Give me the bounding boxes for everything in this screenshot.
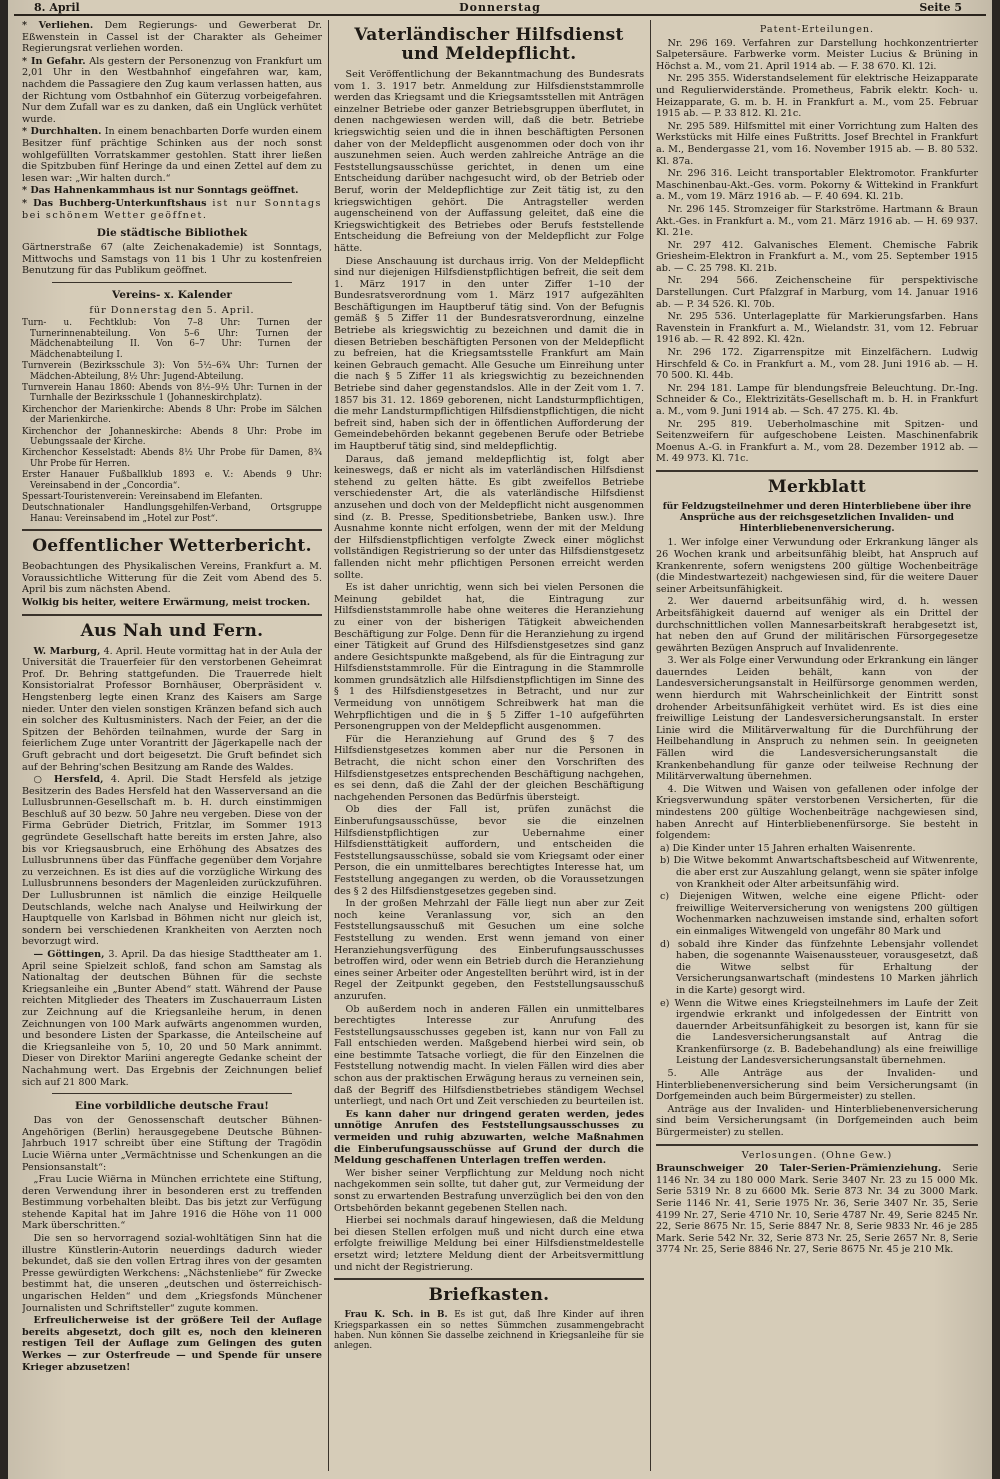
patent-entry: Nr. 296 169. Verfahren zur Darstellung hochkonzentrierter Salpetersäure. Farbwerke vorm. Meister Lucius & Brüning in Höchst a. M., vom 21. April 1914 ab. — F. 38 670. Kl. 12i. [656, 37, 978, 72]
column-right [656, 20, 978, 1475]
merkblatt-heading: Merkblatt [767, 476, 867, 497]
patent-entry: Nr. 296 316. Leicht transportabler Elektromotor. Frankfurter Maschinenbau-Akt.-Ges. vorm. Pokorny & Wittekind in Frankfurt a. M., vom 19. März 1916 ab. — F. 40 694. Kl. 21b. [656, 168, 978, 203]
letterbox-heading: Briefkasten. [428, 1285, 550, 1306]
article-paragraph: In der großen Mehrzahl der Fälle liegt nun aber zur Zeit noch keine Veranlassung vor, sich an den Feststellungsausschuß mit Gesuchen um eine solche Feststellung zu wenden. Erst wenn jemand von einer Heranziehungsverfügung des Einberufungsausschusses betroffen wird, oder wenn ein Betrieb durch die Heranziehung eines seiner Arbeiter oder Angestellten berührt wird, ist in der Regel der Zeitpunkt gegeben, den Feststellungsausschuß anzurufen. [334, 898, 644, 1002]
column-rule [328, 20, 329, 1471]
calendar-entry: Kirchenchor Kesselstadt: Abends 8½ Uhr Probe für Damen, 8¾ Uhr Probe für Herren. [22, 448, 322, 469]
patent-entry: Nr. 296 145. Stromzeiger für Starkströme. Hartmann & Braun Akt.-Ges. in Frankfurt a. M., vom 21. März 1916 ab. — H. 69 937. Kl. 21e. [656, 203, 978, 239]
merkblatt-paragraph: 5. Alle Anträge aus der Invaliden- und Hinterbliebenenversicherung sind beim Versicherungsamt (in Dorfgemeinden auch beim Bürgermeister) zu stellen. [656, 1068, 978, 1103]
article-paragraph: Diese Anschauung ist durchaus irrig. Von der Meldepflicht sind nur diejenigen Hilfsdienstpflichtigen befreit, die seit dem 1. März 1917 in den unter Ziffer 1–10 der Bundesratsverordnung vom 1. März 1917 aufgezählten Beschäftigungen im Hauptberuf tätig sind. Von der Befugnis gemäß § 5 Ziffer 11 der Bundesratsverordnung, einzelne Betriebe als kriegswichtig zu bezeichnen und damit die in diesen Betrieben beschäftigten Personen von der Meldepflicht zu befreien, hat die Kriegsamtsstelle Frankfurt am Main keinen Gebrauch gemacht. Alle Gesuche um Einreihung unter die nach § 5 Ziffer 11 als kriegswichtig zu bezeichnenden Betriebe sind daher gegenstandslos. Alle in der Zeit vom 1. 7. 1857 bis 31. 12. 1869 geborenen, nicht Landsturmpflichtigen, die mehr Landsturmpflichtigen Hilfsdienstpflichtigen, die nicht befreit sind, haben sich der in öffentlichen Aufforderung der Gemeindebehörden bekannt gegebenen Berufe oder Betriebe im Hauptberuf tätig sind, sind meldepflichtig. [334, 255, 644, 452]
merkblatt-subtitle: für Feldzugsteilnehmer und deren Hinterbliebene über ihre Ansprüche aus der reichsgesetzlichen Invaliden- und Hinterbliebenenversicherung. [662, 500, 972, 534]
article-paragraph: Es ist daher unrichtig, wenn sich bei vielen Personen die Meinung gebildet hat, die Eintragung zur Hilfsdienststammrolle habe ohne weiteres die Heranziehung zu einer von der bisherigen Tätigkeit abweichenden Beschäftigung zur Folge. Denn für die Heranziehung zu irgend einer Tätigkeit auf Grund des Hilfsdienstgesetzes sind ganz andere Gesichtspunkte maßgebend, als für die Eintragung zur Hilfsdienststammrolle. Für die Eintragung in die Stammrolle kommen grundsätzlich alle Hilfsdienstpflichtigen im Sinne des § 1 des Hilfsdienstgesetzes in Betracht, und nur zur Vermeidung von unnötigem Schreibwerk hat man die Wehrpflichtigen und die in § 5 Ziffer 1–10 aufgeführten Personengruppen von der Meldepflicht ausgenommen. [334, 582, 644, 733]
news-heading: Aus Nah und Fern. [80, 620, 264, 641]
issue-date: 8. April [34, 1, 80, 14]
divider [656, 1144, 978, 1146]
patent-entry: Nr. 295 355. Widerstandselement für elektrische Heizapparate und Regulierwiderstände. Prometheus, Fabrik elektr. Koch- u. Heizapparate, G. m. b. H. in Frankfurt a. M., vom 25. Februar 1915 ab. — P. 33 812. Kl. 21c. [656, 73, 978, 120]
patent-entry: Nr. 297 412. Galvanisches Element. Chemische Fabrik Griesheim-Elektron in Frankfurt a. M., vom 25. September 1915 ab. — C. 25 798. Kl. 21b. [656, 239, 978, 274]
newspaper-page [8, 0, 992, 1479]
patent-entry: Nr. 294 181. Lampe für blendungsfreie Beleuchtung. Dr.-Ing. Schneider & Co., Elektrizitäts-Gesellschaft m. b. H. in Frankfurt a. M., vom 9. Juni 1914 ab. — Sch. 47 275. Kl. 4b. [656, 382, 978, 417]
notice-text: ist nur Sonntags bei schönem Wetter geöffnet. [22, 197, 322, 221]
article-paragraph: Wer bisher seiner Verpflichtung zur Meldung noch nicht nachgekommen sein sollte, tut daher gut, zur Vermeidung der sonst zu erwartenden Bestrafung unverzüglich bei den von den Ortsbehörden bekannt gegebenen Stellen nach. [334, 1167, 644, 1214]
weather-heading: Oeffentlicher Wetterbericht. [32, 536, 312, 557]
letterbox-recipient: Frau K. Sch. in B. [344, 1310, 448, 1321]
calendar-entry: Deutschnationaler Handlungsgehilfen-Verband, Ortsgruppe Hanau: Vereinsabend im „Hotel zur Post“. [22, 503, 322, 524]
news-item [22, 949, 322, 1088]
article-paragraph: Daraus, daß jemand meldepflichtig ist, folgt aber keineswegs, daß er nicht als im vaterländischen Hilfsdienst stehend zu gelten hätte. Es gibt zweifellos Betriebe verschiedenster Art, die als vaterländische Hilfsdienst anzusehen und doch von der Meldepflicht nicht ausgenommen sind (z. B. Presse, Speditionsbetriebe, Banken usw.). Ihre Ausnahme konnte nicht erfolgen, wenn der mit der Meldung der Hilfsdienstpflichtigen verfolgte Zweck einer möglichst vollständigen Registrierung so der unter das Hilfsdienstgesetz fallenden nicht mehr pflichtigen Personen erreicht werden sollte. [334, 453, 644, 581]
lottery-text [656, 1163, 978, 1256]
divider [52, 282, 292, 283]
lottery-results: Serie 1146 Nr. 34 zu 180 000 Mark. Serie 3407 Nr. 23 zu 15 000 Mk. Serie 5319 Nr. 8 zu 6600 Mk. Serie 873 Nr. 34 zu 3000 Mark. Serie 1146 Nr. 41, Serie 1975 Nr. 36, Serie 3407 Nr. 35, Serie 4199 Nr. 27, Serie 4710 Nr. 10, Serie 4787 Nr. 49, Serie 8245 Nr. 22, Serie 8675 Nr. 15, Serie 8847 Nr. 8, Serie 9833 Nr. 46 je 285 Mark. Serie 542 Nr. 32, Serie 873 Nr. 25, Serie 2657 Nr. 8, Serie 3774 Nr. 25, Serie 8846 Nr. 27, Serie 8675 Nr. 45 je 210 Mk. [656, 1163, 978, 1256]
notice-text: Als gestern der Personenzug von Frankfurt um 2,01 Uhr in den Westbahnhof eingefahren war, kam, nachdem die Passagiere den Zug kaum verlassen hatten, aus der Richtung vom Ostbahnhof ein Güterzug vorbeigefahren. Nur dem Zufall war es zu danken, daß ein Unglück verhütet wurde. [22, 55, 322, 125]
calendar-list [22, 318, 322, 524]
news-item [22, 646, 322, 774]
merkblatt-list-item: b) Die Witwe bekommt Anwartschaftsbescheid auf Witwenrente, die aber erst zur Auszahlung gelangt, wenn sie später infolge von Krankheit oder Alter arbeitsunfähig wird. [660, 855, 978, 890]
notice-text: Dem Regierungs- und Gewerberat Dr. Eßwenstein in Cassel ist der Charakter als Geheimer Regierungsrat verliehen worden. [22, 20, 322, 55]
notice-lead: * Verliehen. [22, 20, 94, 31]
library-text: Gärtnerstraße 67 (alte Zeichenakademie) ist Sonntags, Mittwochs und Samstags von 11 bis 1 Uhr zu kostenfreien Benutzung für das Publikum geöffnet. [22, 242, 322, 277]
calendar-entry: Turnverein Hanau 1860: Abends von 8½–9½ Uhr: Turnen in der Turnhalle der Bezirksschule 1 (Johanneskirchplatz). [22, 382, 322, 404]
notice [22, 20, 322, 55]
frau-heading: Eine vorbildliche deutsche Frau! [75, 1100, 269, 1113]
article-paragraph: Seit Veröffentlichung der Bekanntmachung des Bundesrats vom 1. 3. 1917 betr. Anmeldung zur Hilfsdienststammrolle werden das Kriegsamt und die Kriegsamtsstellen mit Anträgen einzelner Betriebe oder ganzer Betriebsgruppen überflutet, in denen nachgewiesen werden will, daß die betr. Betriebe kriegswichtig seien und die in ihnen beschäftigten Personen daher von der Meldepflicht ausgenommen oder doch von ihr auszunehmen seien. Auch werden zahlreiche Anträge an die Feststellungsausschüsse gerichtet, in denen um eine Entscheidung darüber nachgesucht wird, ob der Betrieb oder Beruf, worin der Meldepflichtige zur Zeit tätig ist, zu den kriegswichtigen gehört. Die Antragsteller werden augenscheinend von der Auffassung geleitet, daß eine die Kriegswichtigkeit des Betriebes oder Berufs feststellende Entscheidung die Befreiung von der Meldepflicht zur Folge hätte. [334, 69, 644, 254]
calendar-entry: Erster Hanauer Fußballklub 1893 e. V.: Abends 9 Uhr: Vereinsabend in der „Concordia“. [22, 470, 322, 491]
patent-entry: Nr. 295 589. Hilfsmittel mit einer Vorrichtung zum Halten des Werkstücks mit Hilfe eines Fußtritts. Josef Brechtel in Frankfurt a. M., Bendergasse 21, vom 16. November 1915 ab. — B. 80 532. Kl. 87a. [656, 120, 978, 167]
calendar-entry: Kirchenchor der Johanneskirche: Abends 8 Uhr: Probe im Uebungssaale der Kirche. [22, 426, 322, 447]
merkblatt-paragraph: 4. Die Witwen und Waisen von gefallenen oder infolge der Kriegsverwundung später verstorbenen Versicherten, für die mindestens 200 gültige Wochenbeiträge nachgewiesen sind, haben Anrecht auf Hinterbliebenenfürsorge. Sie besteht in folgendem: [656, 783, 978, 842]
news-lead: ○ Hersfeld, [33, 774, 104, 786]
article-paragraph: Ob dies der Fall ist, prüfen zunächst die Einberufungsausschüsse, bevor sie die einzelnen Hilfsdienstpflichtigen zur Uebernahme einer Hilfsdiensttätigkeit auffordern, und entscheiden die Feststellungsausschüsse, sobald sie vom Kriegsamt oder einer Person, die ein unmittelbares berechtigtes Interesse hat, um Feststellung angegangen zu werden, ob die Voraussetzungen des § 2 des Hilfsdienstgesetzes gegeben sind. [334, 804, 644, 897]
calendar-entry: Turnverein (Bezirksschule 3): Von 5½–6¾ Uhr: Turnen der Mädchen-Abteilung, 8½ Uhr: Jugend-Abteilung. [22, 361, 322, 382]
notice [22, 198, 322, 221]
merkblatt-paragraph: Anträge aus der Invaliden- und Hinterbliebenenversicherung sind beim Versicherungsamt (in Dorfgemeinden auch beim Bürgermeister) zu stellen. [656, 1103, 978, 1139]
weekday: Donnerstag [459, 1, 541, 14]
column-middle [334, 20, 644, 1475]
notice [22, 56, 322, 126]
notice-lead: * Durchhalten. [22, 126, 102, 138]
column-left [22, 20, 322, 1475]
divider [334, 1278, 644, 1280]
library-heading: Die städtische Bibliothek [96, 227, 248, 240]
news-text: 4. April. Die Stadt Hersfeld als jetzige Besitzerin des Bades Hersfeld hat den Wasserversand an die Lullusbrunnen-Gesellschaft m. b. H. durch einstimmigen Beschluß auf 30 bezw. 50 Jahre neu vergeben. Diese von der Firma Gebrüder Dietrich, Fritzlar, im Sommer 1913 gegründete Gesellschaft hatte bereits im ersten Jahre, also bis vor Kriegsausbruch, eine Erhöhung des Absatzes des Lullusbrunnens über das Fünffache gegenüber dem Vorjahre zu verzeichnen. Es ist dies auf die vorzügliche Wirkung des Lullusbrunnens besonders der Magenleiden zurückzuführen. Der Lullusbrunnen ist nämlich die einzige Heilquelle Deutschlands, welche nach Analyse und Heilwirkung der Hauptquelle von Karlsbad in Böhmen nicht nur gleich ist, sondern bei verschiedenen Krankheiten von Aerzten noch bevorzugt wird. [22, 774, 322, 948]
local-notices [22, 20, 322, 221]
article-paragraph: Es kann daher nur dringend geraten werden, jedes unnötige Anrufen des Feststellungsausschusses zu vermeiden und ruhig abzuwarten, welche Maßnahmen die Einberufungsausschüsse auf Grund der durch die Meldung geschaffenen Unterlagen treffen werden. [334, 1108, 644, 1167]
notice [22, 185, 322, 197]
merkblatt-list-item: e) Wenn die Witwe eines Kriegsteilnehmers im Laufe der Zeit irgendwie erkrankt und infolgedessen der Eintritt von dauernder Arbeitsunfähigkeit zu besorgen ist, kann für sie die Landesversicherungsanstalt auf Antrag die Krankenfürsorge (z. B. Badebehandlung) als eine freiwillige Leistung der Landesversicherungsanstalt übernehmen. [660, 997, 978, 1067]
notice-lead: * Das Buchberg-Unterkunftshaus [22, 197, 207, 209]
calendar-entry: Kirchenchor der Marienkirche: Abends 8 Uhr: Probe im Sälchen der Marienkirche. [22, 404, 322, 426]
notice-lead: * Das Hahnenkammhaus ist nur Sonntags geöffnet. [22, 185, 299, 197]
merkblatt-paragraph: 1. Wer infolge einer Verwundung oder Erkrankung länger als 26 Wochen krank und arbeitsunfähig bleibt, hat Anspruch auf Krankenrente, sofern wenigstens 200 gültige Wochenbeiträge (die Mindestwartezeit) nachgewiesen sind, für die weitere Dauer seiner Arbeitsunfähigkeit. [656, 537, 978, 595]
weather-text: Beobachtungen des Physikalischen Vereins, Frankfurt a. M. Voraussichtliche Witterung für die Zeit vom Abend des 5. April bis zum nächsten Abend. [22, 561, 322, 596]
calendar-date: für Donnerstag den 5. April. [89, 304, 255, 316]
news-lead: W. Marburg, [33, 645, 101, 657]
merkblatt-list-item: d) sobald ihre Kinder das fünfzehnte Lebensjahr vollendet haben, die sogenannte Waisenaussteuer, vorausgesetzt, daß die Witwe selbst für Erhaltung der Versicherungsanwartschaft (mindestens 10 Marken jährlich in die Karte) gesorgt wird. [660, 938, 978, 996]
merkblatt-paragraph: 2. Wer dauernd arbeitsunfähig wird, d. h. wessen Arbeitsfähigkeit dauernd auf weniger als ein Drittel der durchschnittlichen vollen Mannesarbeitskraft herabgesetzt ist, hat neben den auf Grund der militärischen Fürsorgegesetze gewährten Bezügen Anspruch auf Invalidenrente. [656, 596, 978, 654]
patent-entry: Nr. 295 819. Ueberholmaschine mit Spitzen- und Seitenzweifern für aufgeschobene Leisten. Maschinenfabrik Moenus A.-G. in Frankfurt a. M., vom 28. Dezember 1912 ab. — M. 49 973. Kl. 71c. [656, 418, 978, 465]
frau-paragraph: Die sen so hervorragend sozial-wohltätigen Sinn hat die illustre Künstlerin-Autorin neuerdings dadurch wieder bekundet, daß sie den vollen Ertrag ihres von der gesamten Presse gewürdigten Werkchens: „Nächstenliebe“ für Zwecke bestimmt hat, die unseren „deutschen und österreichisch-ungarischen Helden“ und dem „Kriegsfonds Münchener Journalisten und Schriftsteller“ zugute kommen. [22, 1233, 322, 1314]
news-item [22, 774, 322, 948]
weather-forecast: Wolkig bis heiter, weitere Erwärmung, meist trocken. [22, 596, 311, 608]
divider [22, 529, 322, 531]
patent-heading: Patent-Erteilungen. [759, 24, 875, 35]
patent-entry: Nr. 294 566. Zeichenscheine für perspektivische Darstellungen. Curt Pfalzgraf in Marburg, vom 14. Januar 1916 ab. — P. 34 526. Kl. 70b. [656, 275, 978, 310]
article-paragraph: Hierbei sei nochmals darauf hingewiesen, daß die Meldung bei diesen Stellen erfolgen muß und nicht durch eine etwa erfolgte freiwillige Meldung bei einer Hilfsdienstmeldestelle ersetzt wird; letztere Meldung dient der Arbeitsvermittlung und nicht der Registrierung. [334, 1215, 644, 1273]
article-heading: Vaterländischer Hilfsdienst und Meldepflicht. [354, 25, 624, 64]
frau-paragraph: „Frau Lucie Wiërna in München errichtete eine Stiftung, deren Verwendung ihrer in besonderen erst zu treffenden Bestimmung vorbehalten bleibt. Das bis jetzt zur Verfügung stehende Kapital hat im Jahre 1916 die Höhe von 11 000 Mark überschritten.“ [22, 1174, 322, 1232]
masthead [14, 0, 986, 16]
news-text: 3. April. Da das hiesige Stadttheater am 1. April seine Spielzeit schloß, fand schon am Samstag als Nationaltag der deutschen Bühnen für die sechste Kriegsanleihe ein „Bunter Abend“ statt. Während der Pause reichten Mitglieder des Theaters im Zuschauerraum Listen zur Zeichnung auf die Kriegsanleihe herum, in denen Zeichnungen von 100 Mark aufwärts angenommen wurden, und besondere Listen der Sparkasse, die Anteilscheine auf die Kriegsanleihe von 5, 10, 20 und 50 Mark annimmt. Dieser von Direktor Mariini angeregte Gedanke scheint der Nachahmung wert. Das Ergebnis der Zeichnungen belief sich auf 21 800 Mark. [22, 949, 322, 1088]
article-paragraph: Ob außerdem noch in anderen Fällen ein unmittelbares berechtigtes Interesse zur Anrufung des Feststellungsausschusses gegeben ist, kann nur von Fall zu Fall entschieden werden. Maßgebend hierbei wird sein, ob eine bestimmte Tatsache vorliegt, die für den Einzelnen die Feststellung notwendig macht. In vielen Fällen wird dies aber schon aus der praktischen Erwägung heraus zu verneinen sein, daß der Begriff des Hilfsdienstbetriebes ständigem Wechsel unterliegt, und nach Ort und Zeit verschieden zu beurteilen ist. [334, 1003, 644, 1108]
page-number: Seite 5 [919, 1, 962, 14]
merkblatt-list-item: a) Die Kinder unter 15 Jahren erhalten Waisenrente. [660, 842, 916, 854]
column-rule [650, 20, 651, 1471]
notice [22, 126, 322, 184]
merkblatt-paragraph: 3. Wer als Folge einer Verwundung oder Erkrankung ein länger dauerndes Leiden behält, kann von der Landesversicherungsanstalt in Heilfürsorge genommen werden, wenn hierdurch mit Wahrscheinlichkeit der Eintritt sonst drohender Arbeitsunfähigkeit verhütet wird. Es ist dies eine freiwillige Leistung der Landesversicherungsanstalt. In erster Linie wird die Militärverwaltung für die Durchführung der Heilbehandlung in Anspruch zu nehmen sein. In geeigneten Fällen wird die Landesversicherungsanstalt die Krankenbehandlung für ganze oder teilweise Rechnung der Militärverwaltung übernehmen. [656, 655, 978, 783]
calendar-entry: Spessart-Touristenverein: Vereinsabend im Elefanten. [22, 491, 263, 502]
divider [656, 470, 978, 472]
divider [22, 614, 322, 616]
frau-paragraph: Das von der Genossenschaft deutscher Bühnen-Angehörigen (Berlin) herausgegebene Deutsche Bühnen-Jahrbuch 1917 schreibt über eine Stiftung der Tragödin Lucie Wiërna unter „Vermächtnisse und Schenkungen an die Pensionsanstalt“: [22, 1115, 322, 1173]
article-paragraph: Für die Heranziehung auf Grund des § 7 des Hilfsdienstgesetzes kommen aber nur die Personen in Betracht, die nicht schon einer den Vorschriften des Hilfsdienstgesetzes entsprechenden Beschäftigung nachgehen, es sei denn, daß die Zahl der der gleichen Beschäftigung nachgehenden Personen das Bedürfnis übersteigt. [334, 733, 644, 803]
news-lead: — Göttingen, [33, 949, 105, 960]
letterbox-entry [334, 1310, 644, 1352]
merkblatt-list-item: c) Diejenigen Witwen, welche eine eigene Pflicht- oder freiwillige Weiterversicherung von wenigstens 200 gültigen Wochenmarken nachzuweisen imstande sind, erhalten sofort ein einmaliges Witwengeld von ungefähr 80 Mark und [660, 891, 978, 937]
news-text: 4. April. Heute vormittag hat in der Aula der Universität die Trauerfeier für den verstorbenen Geheimrat Prof. Dr. Behring stattgefunden. Die Trauerrede hielt Konsistorialrat Professor Bornhäuser, Oberpräsident v. Hengstenberg legte einen Kranz des Kaisers am Sarge nieder. Unter den vielen sonstigen Kränzen befand sich auch ein solcher des Kultusministers. Nach der Feier, an der die Spitzen der Behörden teilnahmen, wurde der Sarg in feierlichem Zuge unter Vorantritt der Jägerkapelle nach der Gruft gebracht und dort beigesetzt. Die Gruft befindet sich auf der Behring'schen Besitzung am Rande des Waldes. [22, 645, 322, 773]
calendar-entry: Turn- u. Fechtklub: Von 7–8 Uhr: Turnen der Turnerinnenabteilung. Von 5–6 Uhr: Turnen der Mädchenabteilung II. Von 6–7 Uhr: Turnen der Mädchenabteilung I. [22, 318, 322, 360]
patent-entry: Nr. 296 172. Zigarrenspitze mit Einzelfächern. Ludwig Hirschfeld & Co. in Frankfurt a. M., vom 28. Juni 1916 ab. — H. 70 500. Kl. 44b. [656, 347, 978, 382]
lottery-heading: Verlosungen. (Ohne Gew.) [741, 1149, 893, 1161]
notice-text: In einem benachbarten Dorfe wurden einem Besitzer fünf prächtige Schinken aus der noch sonst wohlgefüllten Vorratskammer gestohlen. Statt ihrer ließen die Spitzbuben fünf Heringe da und einen Zettel auf dem zu lesen war: „Wir halten durch.“ [22, 126, 322, 184]
calendar-heading: Vereins- x. Kalender [111, 288, 233, 301]
divider [52, 1093, 292, 1094]
notice-lead: * In Gefahr. [22, 55, 86, 67]
frau-paragraph: Erfreulicherweise ist der größere Teil der Auflage bereits abgesetzt, doch gilt es, noch den kleineren restigen Teil der Auflage zum Gelingen des guten Werkes — zur Osterfreude — und Spende für unsere Krieger abzusetzen! [22, 1315, 322, 1373]
lottery-title: Braunschweiger 20 Taler-Serien-Prämienziehung. [656, 1163, 942, 1175]
letterbox-text: Es ist gut, daß Ihre Kinder auf ihren Kriegsparkassen ein so nettes Sümmchen zusammengebracht haben. Nun können Sie dasselbe zeichnend in Kriegsanleihe für sie anlegen. [334, 1310, 644, 1352]
patent-entry: Nr. 295 536. Unterlageplatte für Markierungsfarben. Hans Ravenstein in Frankfurt a. M., Wielandstr. 31, vom 12. Februar 1916 ab. — R. 42 892. Kl. 42n. [656, 311, 978, 346]
